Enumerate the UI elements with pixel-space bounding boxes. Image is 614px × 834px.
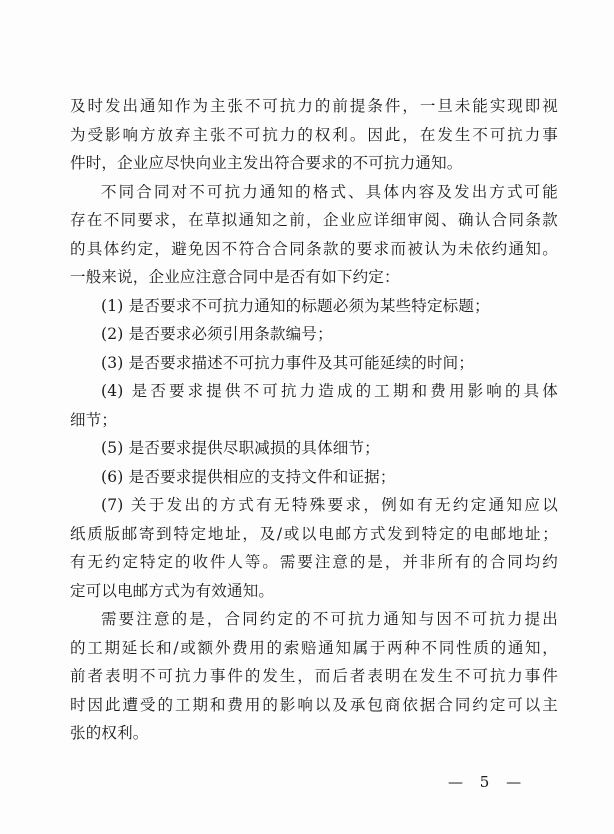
text-line: 纸质版邮寄到特定地址，及/或以电邮方式发到特定的电邮地址； <box>70 524 558 543</box>
text-line: (7) 关于发出的方式有无特殊要求，例如有无约定通知应以 <box>101 496 558 514</box>
text-line: 细节； <box>70 410 118 429</box>
text-line: 定可以电邮方式为有效通知。 <box>70 581 275 600</box>
paragraph <box>70 491 558 605</box>
paragraph <box>70 292 558 321</box>
paragraph <box>70 349 558 378</box>
paragraph <box>70 92 558 178</box>
paragraph <box>70 463 558 492</box>
text-line: (4) 是否要求提供不可抗力造成的工期和费用影响的具体 <box>101 382 558 400</box>
paragraph <box>70 605 558 748</box>
text-line: 需要注意的是，合同约定的不可抗力通知与因不可抗力提出 <box>101 610 558 628</box>
text-line: (6) 是否要求提供相应的支持文件和证据； <box>101 467 396 486</box>
text-line: 有无约定特定的收件人等。需要注意的是，并非所有的合同均约 <box>70 553 558 571</box>
text-line: 不同合同对不可抗力通知的格式、具体内容及发出方式可能 <box>101 182 558 201</box>
page-number: — 5 — <box>448 773 528 791</box>
paragraph <box>70 178 558 292</box>
text-line: (2) 是否要求必须引用条款编号； <box>101 325 333 343</box>
paragraph <box>70 434 558 463</box>
text-line: 为受影响方放弃主张不可抗力的权利。因此，在发生不可抗力事 <box>70 125 558 144</box>
text-line: 存在不同要求，在草拟通知之前，企业应详细审阅、确认合同条款 <box>70 211 558 229</box>
text-line: 时因此遭受的工期和费用的影响以及承包商依据合同约定可以主 <box>70 695 558 714</box>
text-line: 张的权利。 <box>70 724 149 742</box>
text-line: 前者表明不可抗力事件的发生，而后者表明在发生不可抗力事件 <box>70 667 558 685</box>
text-line: (5) 是否要求提供尽职减损的具体细节； <box>101 439 380 457</box>
document-body <box>70 92 558 748</box>
text-line: 的具体约定，避免因不符合合同条款的要求而被认为未依约通知。 <box>70 239 558 258</box>
paragraph <box>70 377 558 434</box>
text-line: (3) 是否要求描述不可抗力事件及其可能延续的时间； <box>101 353 475 372</box>
text-line: 一般来说，企业应注意合同中是否有如下约定： <box>70 268 400 286</box>
text-line: 的工期延长和/或额外费用的索赔通知属于两种不同性质的通知， <box>70 638 558 657</box>
paragraph <box>70 320 558 349</box>
text-line: (1) 是否要求不可抗力通知的标题必须为某些特定标题； <box>101 296 490 315</box>
text-line: 件时，企业应尽快向业主发出符合要求的不可抗力通知。 <box>70 154 463 172</box>
text-line: 及时发出通知作为主张不可抗力的前提条件，一旦未能实现即视 <box>70 97 558 115</box>
